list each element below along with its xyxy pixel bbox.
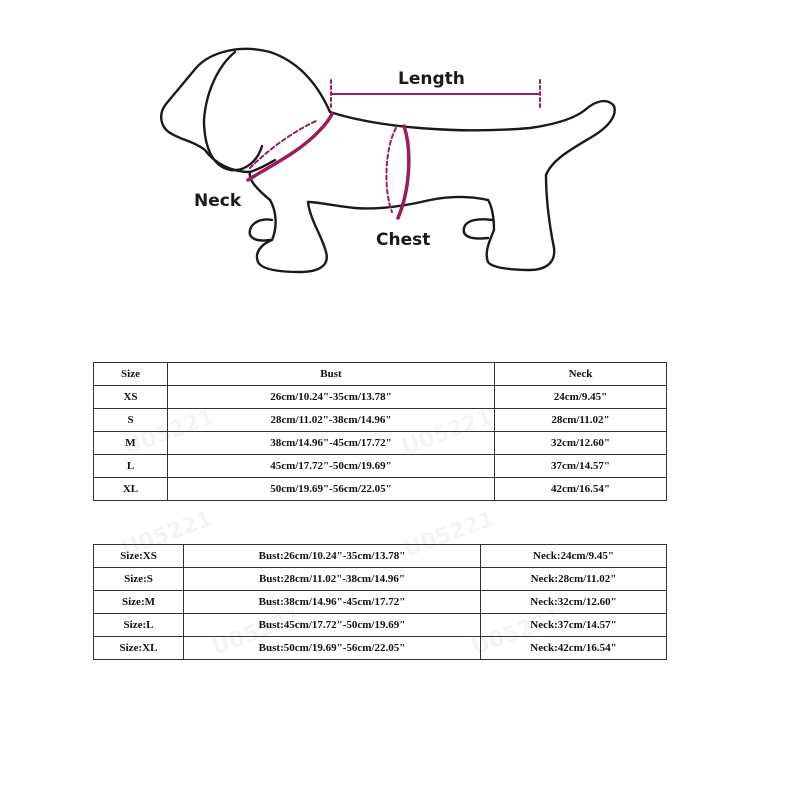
bust-cell: 45cm/17.72"-50cm/19.69" <box>168 455 495 478</box>
size-cell: L <box>94 455 168 478</box>
table-row <box>94 568 667 591</box>
table-row <box>94 386 667 409</box>
bust-cell: 50cm/19.69"-56cm/22.05" <box>168 478 495 501</box>
neck-cell: Neck:42cm/16.54" <box>481 637 667 660</box>
table-row <box>94 614 667 637</box>
table-row <box>94 455 667 478</box>
neck-cell: 28cm/11.02" <box>495 409 667 432</box>
header-size: Size <box>94 363 168 386</box>
neck-measure-dashed <box>250 120 318 168</box>
neck-cell: 42cm/16.54" <box>495 478 667 501</box>
neck-cell: Neck:37cm/14.57" <box>481 614 667 637</box>
header-neck: Neck <box>495 363 667 386</box>
table-header-row <box>94 363 667 386</box>
header-bust: Bust <box>168 363 495 386</box>
bust-cell: Bust:38cm/14.96"-45cm/17.72" <box>184 591 481 614</box>
bust-cell: Bust:50cm/19.69"-56cm/22.05" <box>184 637 481 660</box>
dog-measurement-diagram <box>0 0 800 320</box>
size-chart-table <box>93 362 667 501</box>
size-cell: Size:L <box>94 614 184 637</box>
size-cell: XS <box>94 386 168 409</box>
table-row <box>94 432 667 455</box>
chest-label: Chest <box>376 230 431 250</box>
bust-cell: Bust:28cm/11.02"-38cm/14.96" <box>184 568 481 591</box>
table-row <box>94 545 667 568</box>
size-cell: Size:XL <box>94 637 184 660</box>
bust-cell: 38cm/14.96"-45cm/17.72" <box>168 432 495 455</box>
size-cell: Size:XS <box>94 545 184 568</box>
table-row <box>94 478 667 501</box>
table-row <box>94 409 667 432</box>
table-row <box>94 637 667 660</box>
length-label: Length <box>398 69 465 89</box>
measurement-marks <box>248 80 540 218</box>
size-cell: S <box>94 409 168 432</box>
neck-label: Neck <box>194 191 242 211</box>
neck-cell: 32cm/12.60" <box>495 432 667 455</box>
neck-cell: 24cm/9.45" <box>495 386 667 409</box>
table-row <box>94 591 667 614</box>
size-cell: M <box>94 432 168 455</box>
chest-measure-dashed <box>386 128 396 212</box>
bust-cell: 26cm/10.24"-35cm/13.78" <box>168 386 495 409</box>
neck-cell: Neck:32cm/12.60" <box>481 591 667 614</box>
size-cell: Size:M <box>94 591 184 614</box>
bust-cell: Bust:26cm/10.24"-35cm/13.78" <box>184 545 481 568</box>
size-list-table <box>93 544 667 660</box>
neck-cell: Neck:24cm/9.45" <box>481 545 667 568</box>
neck-cell: Neck:28cm/11.02" <box>481 568 667 591</box>
neck-cell: 37cm/14.57" <box>495 455 667 478</box>
bust-cell: Bust:45cm/17.72"-50cm/19.69" <box>184 614 481 637</box>
bust-cell: 28cm/11.02"-38cm/14.96" <box>168 409 495 432</box>
size-cell: Size:S <box>94 568 184 591</box>
size-cell: XL <box>94 478 168 501</box>
